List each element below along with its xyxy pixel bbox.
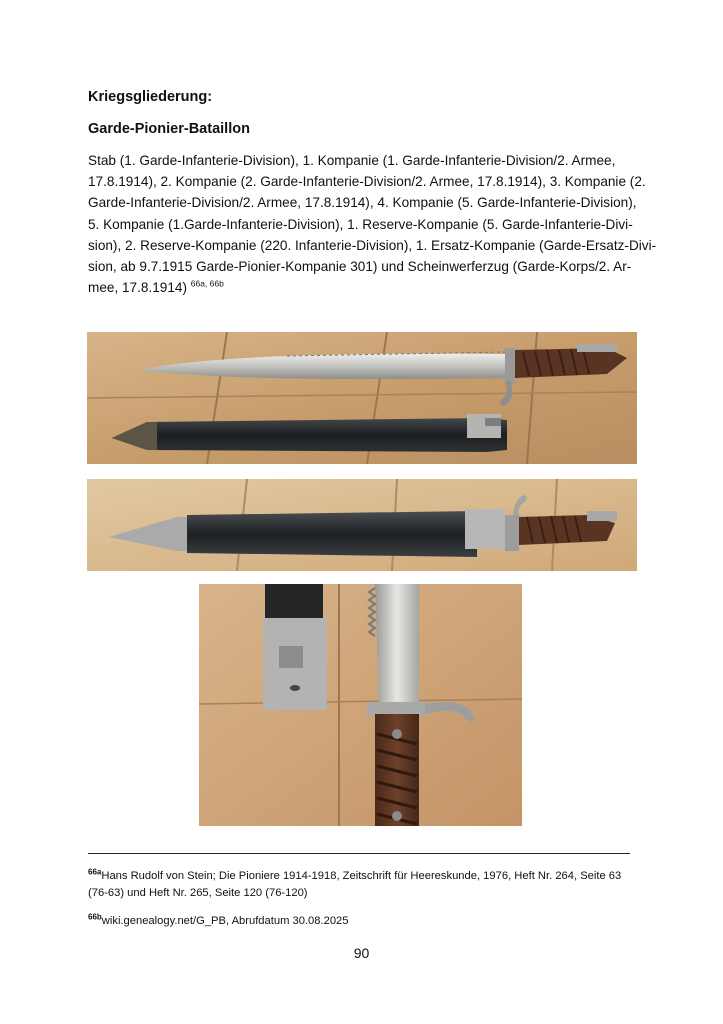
- footnote-text: Hans Rudolf von Stein; Die Pioniere 1914-1918, Zeitschrift für Heereskunde, 1976, Heft Nr. 264, Seite 63 (76-63) und Heft Nr. 265, Seite 120 (76-120): [88, 870, 622, 899]
- paragraph-line: Garde-Infanterie-Division/2. Armee, 17.8.1914), 4. Kompanie (5. Garde-Infanterie-Division),: [88, 195, 637, 211]
- bayonet-sheathed-image: [87, 479, 637, 571]
- paragraph-line: sion), 2. Reserve-Kompanie (220. Infanterie-Division), 1. Ersatz-Kompanie (Garde-Ersatz-Divi-: [88, 237, 657, 253]
- paragraph-line: [88, 277, 638, 298]
- footnote-66a: [88, 868, 633, 902]
- footnote-66b: [88, 913, 633, 930]
- paragraph-last-text: mee, 17.8.1914): [88, 280, 187, 296]
- bayonet-photo-sheathed: [87, 479, 637, 571]
- paragraph-line: 17.8.1914), 2. Kompanie (2. Garde-Infanterie-Division/2. Armee, 17.8.1914), 3. Kompanie (2.: [88, 174, 646, 190]
- body-paragraph: [88, 150, 657, 298]
- footnote-marker: 66a: [88, 867, 102, 877]
- paragraph-line: Stab (1. Garde-Infanterie-Division), 1. Kompanie (1. Garde-Infanterie-Division/2. Armee,: [88, 153, 616, 168]
- footnote-marker: 66b: [88, 912, 102, 922]
- page-number: 90: [353, 945, 370, 961]
- section-heading: Kriegsgliederung:: [88, 89, 213, 105]
- paragraph-line: sion, ab 9.7.1915 Garde-Pionier-Kompanie 301) und Scheinwerferzug (Garde-Korps/2. Ar-: [88, 259, 632, 275]
- footnote-separator: [88, 853, 630, 854]
- footnote-reference: 66a, 66b: [190, 278, 224, 289]
- bayonet-photo-detail: [199, 584, 522, 826]
- unit-heading: Garde-Pionier-Bataillon: [88, 121, 250, 137]
- bayonet-overview-image: [87, 332, 637, 464]
- bayonet-photo-overview: [87, 332, 637, 464]
- bayonet-detail-image: [199, 584, 522, 826]
- paragraph-line: 5. Kompanie (1.Garde-Infanterie-Division), 1. Reserve-Kompanie (5. Garde-Infanterie-Divi-: [88, 216, 633, 232]
- footnote-text: wiki.genealogy.net/G_PB, Abrufdatum 30.08.2025: [101, 915, 349, 927]
